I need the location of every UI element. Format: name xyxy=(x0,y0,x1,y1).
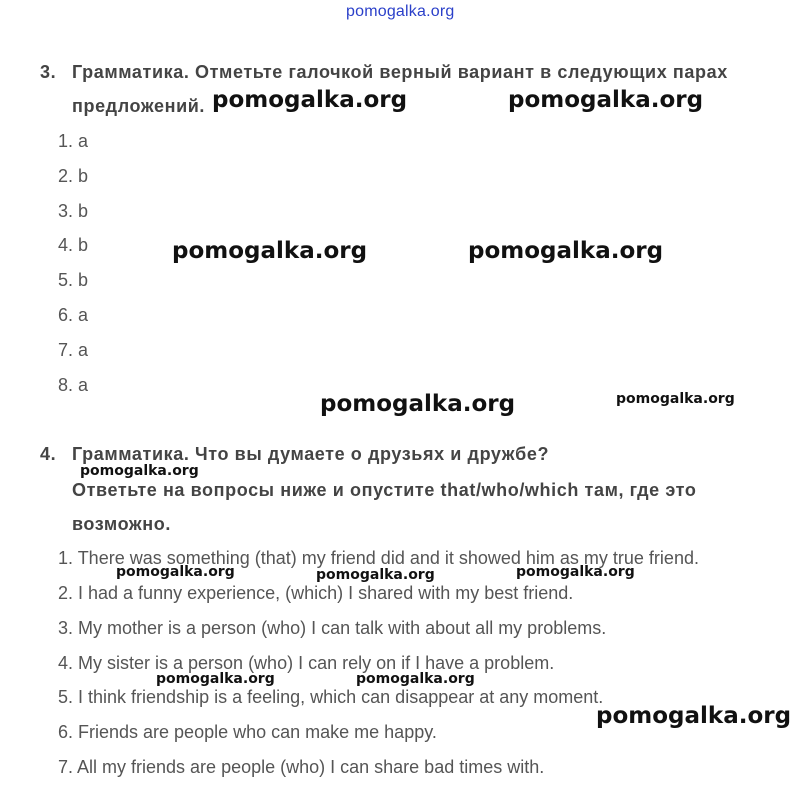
watermark: pomogalka.org xyxy=(156,671,275,687)
section3-heading xyxy=(40,62,728,83)
sentence-item: 5. I think friendship is a feeling, which can disappear at any moment. xyxy=(58,687,604,707)
section4-heading-text: Грамматика. Что вы думаете о друзьях и дружбе? xyxy=(72,444,550,464)
answer-item: 6. a xyxy=(58,305,89,325)
watermark: pomogalka.org xyxy=(316,567,435,583)
sentence-item: 7. All my friends are people (who) I can share bad times with. xyxy=(58,757,545,777)
section3-number: 3. xyxy=(40,62,57,82)
sentence-item: 6. Friends are people who can make me happy. xyxy=(58,722,437,742)
sentence-item: 4. My sister is a person (who) I can rely on if I have a problem. xyxy=(58,653,555,673)
section4-number: 4. xyxy=(40,444,57,464)
watermark: pomogalka.org xyxy=(212,87,408,113)
answer-item: 2. b xyxy=(58,166,89,186)
section3-heading-line1: Грамматика. Отметьте галочкой верный вариант в следующих парах xyxy=(72,62,728,82)
answer-item: 1. a xyxy=(58,131,89,151)
sentence-item: 2. I had a funny experience, (which) I shared with my best friend. xyxy=(58,583,574,603)
top-watermark: pomogalka.org xyxy=(346,3,455,20)
watermark: pomogalka.org xyxy=(516,564,635,580)
answer-item: 5. b xyxy=(58,270,89,290)
section3-heading-line2: предложений. xyxy=(72,96,205,116)
section4-instruction-line1: Ответьте на вопросы ниже и опустите that/who/which там, где это xyxy=(72,480,697,500)
sentence-item: 3. My mother is a person (who) I can talk with about all my problems. xyxy=(58,618,607,638)
watermark: pomogalka.org xyxy=(320,391,516,417)
answer-item: 7. a xyxy=(58,340,89,360)
section4-instruction-line2: возможно. xyxy=(72,514,171,534)
watermark: pomogalka.org xyxy=(508,87,704,113)
section4-heading xyxy=(40,444,549,465)
answer-item: 3. b xyxy=(58,201,89,221)
answer-item: 8. a xyxy=(58,375,89,395)
watermark: pomogalka.org xyxy=(616,391,735,407)
watermark: pomogalka.org xyxy=(468,238,664,264)
watermark: pomogalka.org xyxy=(116,564,235,580)
watermark: pomogalka.org xyxy=(596,703,792,729)
watermark: pomogalka.org xyxy=(80,463,199,479)
answer-item: 4. b xyxy=(58,235,89,255)
watermark: pomogalka.org xyxy=(356,671,475,687)
watermark: pomogalka.org xyxy=(172,238,368,264)
sentence-item: 1. There was something (that) my friend did and it showed him as my true friend. xyxy=(58,548,699,568)
